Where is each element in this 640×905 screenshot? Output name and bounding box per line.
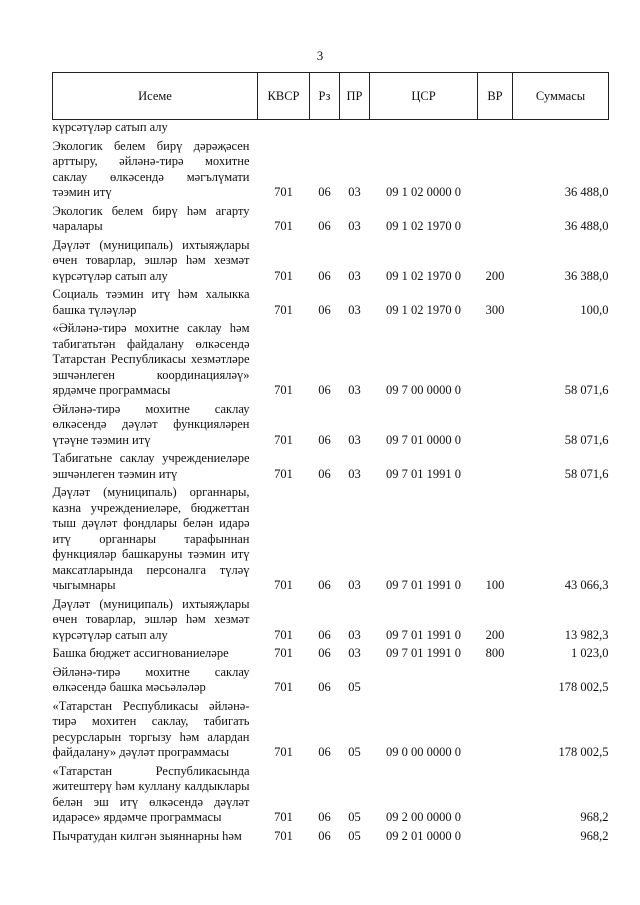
cell-name: «Татарстан Республикасы әйләнә-тирә мохитен саклау, табигать ресурсларын торгызу һәм алардан файдалану» дәүләт программасы (52, 698, 250, 759)
cell-vr (478, 448, 513, 482)
table-row (53, 662, 609, 696)
cell-kvsr: 701 (274, 627, 293, 642)
cell-rz: 06 (318, 680, 331, 694)
table-row (53, 235, 609, 285)
table-row (53, 482, 609, 594)
cell-rz: 06 (318, 432, 331, 447)
cell-sum: 36 388,0 (564, 268, 609, 283)
cell-sum: 968,2 (580, 828, 609, 843)
cell-vr: 200 (485, 627, 505, 642)
cell-kvsr: 701 (274, 432, 293, 447)
cell-kvsr: 701 (274, 219, 293, 233)
table-row (53, 643, 609, 662)
table-header (53, 73, 609, 120)
cell-name: Дәүләт (муниципаль) органнары, казна учреждениеләре, бюджеттан тыш дәүләт фондлары белән идарә итү органнары тарафыннан функцияләр башкаруны тәэмин итү максатларында персоналга түләү чыгымнары (52, 485, 250, 592)
cell-sum: 43 066,3 (564, 578, 609, 592)
budget-table (52, 72, 609, 844)
header-vr: ВР (478, 73, 513, 120)
cell-rz: 06 (318, 646, 331, 660)
cell-rz: 06 (318, 219, 331, 233)
page-number: 3 (316, 48, 324, 63)
cell-sum (513, 120, 609, 136)
cell-csr (370, 120, 478, 136)
cell-rz: 06 (318, 185, 331, 199)
cell-csr: 09 7 01 1991 0 (386, 627, 461, 642)
table-row (53, 120, 609, 136)
cell-kvsr: 701 (274, 185, 293, 199)
cell-sum: 13 982,3 (564, 627, 609, 642)
cell-name: Дәүләт (муниципаль) ихтыяҗлары өчен товарлар, эшләр һәм хезмәт күрсәтүләр сатып алу (52, 596, 250, 642)
cell-csr (370, 662, 478, 696)
cell-name: «Әйләнә-тирә мохитне саклау һәм табигатьтән файдалану өлкәсендә Татарстан Республикасы хезмәтләре эшчәнлеген координацияләү» ярдәмче программасы (52, 321, 250, 397)
cell-sum: 36 488,0 (564, 219, 609, 233)
table-row (53, 284, 609, 318)
cell-name: күрсәтүләр сатып алу (52, 120, 168, 134)
table-row (53, 826, 609, 845)
cell-sum: 36 488,0 (564, 185, 609, 199)
cell-kvsr: 701 (274, 302, 293, 317)
cell-sum: 100,0 (580, 302, 609, 317)
cell-vr (478, 136, 513, 201)
cell-vr: 200 (485, 268, 505, 283)
cell-name: «Татарстан Республикасында житештерү һәм куллану калдыклары белән эш итү өлкәсендә дәүләт идарәсе» ярдәмче программасы (52, 763, 250, 824)
cell-kvsr: 701 (274, 745, 293, 759)
header-kvsr: КВСР (258, 73, 310, 120)
cell-rz: 06 (318, 578, 331, 592)
cell-csr: 09 2 00 0000 0 (386, 810, 461, 824)
cell-sum: 58 071,6 (564, 383, 609, 397)
cell-sum: 178 002,5 (558, 745, 609, 759)
cell-csr: 09 7 00 0000 0 (386, 383, 461, 397)
cell-name: Әйләнә-тирә мохитне саклау өлкәсендә дәүләт функцияләрен үтәүне тәэмин итү (52, 401, 250, 447)
cell-sum: 58 071,6 (564, 466, 609, 481)
cell-pr: 05 (348, 745, 361, 759)
header-rz: Рз (310, 73, 340, 120)
cell-name: Экологик белем бирү һәм агарту чаралары (52, 203, 250, 233)
cell-name: Дәүләт (муниципаль) ихтыяҗлары өчен товарлар, эшләр һәм хезмәт күрсәтүләр сатып алу (52, 237, 250, 283)
cell-rz: 06 (318, 302, 331, 317)
cell-sum: 968,2 (580, 810, 609, 824)
cell-csr: 09 7 01 1991 0 (386, 466, 461, 481)
cell-pr: 03 (348, 578, 361, 592)
table-row (53, 594, 609, 644)
cell-pr: 03 (348, 268, 361, 283)
cell-csr: 09 1 02 0000 0 (386, 185, 461, 199)
cell-pr: 05 (348, 828, 361, 843)
cell-rz: 06 (318, 627, 331, 642)
cell-pr: 03 (348, 302, 361, 317)
cell-csr: 09 2 01 0000 0 (386, 828, 461, 843)
cell-vr: 800 (485, 646, 505, 660)
header-name: Исеме (53, 73, 258, 120)
table-row (53, 399, 609, 449)
cell-sum: 1 023,0 (571, 646, 609, 660)
header-csr: ЦСР (370, 73, 478, 120)
cell-kvsr (258, 120, 310, 136)
cell-csr: 09 7 01 0000 0 (386, 432, 461, 447)
cell-name: Әйләнә-тирә мохитне саклау өлкәсендә башка мәсьәләләр (52, 664, 250, 694)
cell-vr (478, 696, 513, 761)
cell-name: Пычратудан килгән зыяннарны һәм (52, 828, 242, 843)
cell-kvsr: 701 (274, 268, 293, 283)
cell-vr: 300 (485, 302, 505, 317)
cell-sum: 58 071,6 (564, 432, 609, 447)
cell-name: Социаль тәэмин итү һәм халыкка башка түләүләр (52, 287, 250, 317)
cell-kvsr: 701 (274, 466, 293, 481)
cell-csr: 09 1 02 1970 0 (386, 302, 461, 317)
cell-pr: 03 (348, 466, 361, 481)
table-row (53, 696, 609, 761)
cell-vr (478, 120, 513, 136)
cell-pr: 03 (348, 646, 361, 660)
table-row (53, 761, 609, 826)
cell-name: Башка бюджет ассигнованиеләре (52, 646, 229, 660)
cell-rz: 06 (318, 745, 331, 759)
cell-vr (478, 662, 513, 696)
cell-kvsr: 701 (274, 828, 293, 843)
table-row (53, 448, 609, 482)
table-row (53, 318, 609, 399)
cell-vr (478, 826, 513, 845)
cell-rz: 06 (318, 466, 331, 481)
cell-vr (478, 399, 513, 449)
cell-pr: 03 (348, 185, 361, 199)
cell-rz: 06 (318, 268, 331, 283)
cell-kvsr: 701 (274, 680, 293, 694)
cell-pr: 05 (348, 680, 361, 694)
cell-kvsr: 701 (274, 383, 293, 397)
cell-pr: 03 (348, 219, 361, 233)
cell-pr: 05 (348, 810, 361, 824)
cell-csr: 09 7 01 1991 0 (386, 646, 461, 660)
table-body (53, 120, 609, 845)
cell-pr: 03 (348, 383, 361, 397)
cell-rz: 06 (318, 383, 331, 397)
cell-csr: 09 7 01 1991 0 (386, 578, 461, 592)
cell-rz: 06 (318, 810, 331, 824)
cell-vr (478, 761, 513, 826)
cell-sum: 178 002,5 (558, 680, 609, 694)
table-row (53, 201, 609, 235)
cell-rz (310, 120, 340, 136)
cell-rz: 06 (318, 828, 331, 843)
header-pr: ПР (340, 73, 370, 120)
cell-vr (478, 318, 513, 399)
cell-csr: 09 0 00 0000 0 (386, 745, 461, 759)
cell-name: Табигатьне саклау учреждениеләре эшчәнлеген тәэмин итү (52, 451, 250, 481)
cell-pr: 03 (348, 627, 361, 642)
cell-pr (340, 120, 370, 136)
table-row (53, 136, 609, 201)
cell-csr: 09 1 02 1970 0 (386, 268, 461, 283)
cell-csr: 09 1 02 1970 0 (386, 219, 461, 233)
cell-kvsr: 701 (274, 578, 293, 592)
cell-vr (478, 201, 513, 235)
cell-name: Экологик белем бирү дәрәҗәсен арттыру, әйләнә-тирә мохитне саклау өлкәсендә мәгълүмати тәэмин итү (52, 138, 250, 199)
cell-vr: 100 (485, 578, 505, 592)
header-sum: Суммасы (513, 73, 609, 120)
cell-kvsr: 701 (274, 646, 293, 660)
cell-kvsr: 701 (274, 810, 293, 824)
cell-pr: 03 (348, 432, 361, 447)
